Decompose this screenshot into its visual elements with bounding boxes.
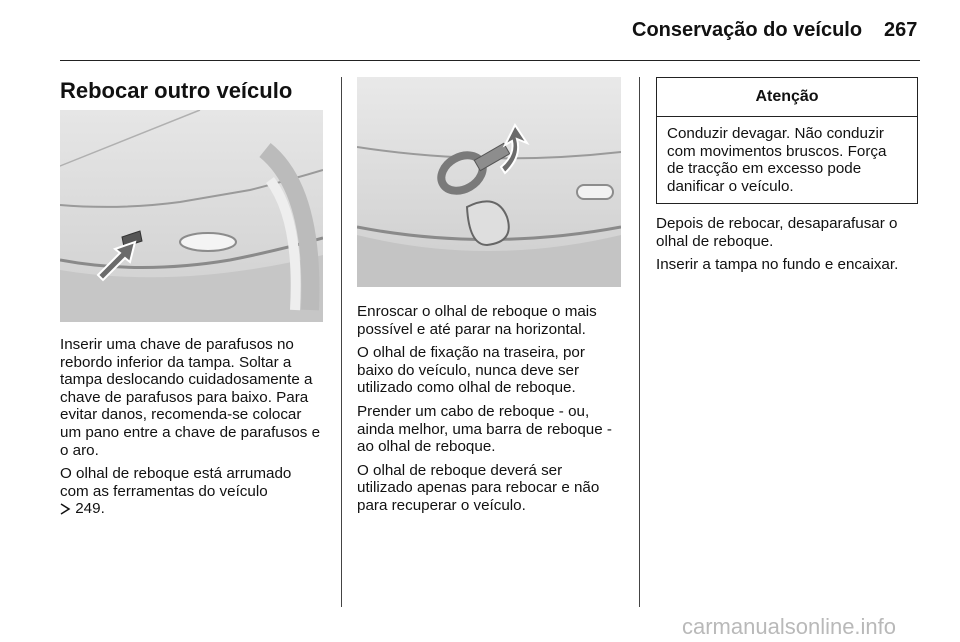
column-divider-2 [639,77,640,607]
section-title: Rebocar outro veículo [60,78,293,103]
header-rule [60,60,920,61]
paragraph-usage: O olhal de reboque deverá ser utilizado apenas para rebocar e não para recuperar o veículo. [357,461,600,514]
paragraph-screw-in: Enroscar o olhal de reboque o mais possível e até parar na horizontal. [357,303,597,338]
column-divider-1 [341,77,342,607]
column-3 [656,215,918,280]
page-reference[interactable] [60,500,105,518]
watermark: carmanualsonline.info [682,614,897,639]
page-reference-number: 249. [75,500,105,518]
paragraph-insert-cover: Inserir a tampa no fundo e encaixar. [656,256,899,274]
header-title: Conservação do veículo [632,19,863,41]
warning-box [656,77,918,204]
tow-eye-drawing [357,77,621,287]
paragraph-unscrew: Depois de rebocar, desaparafusar o olhal de reboque. [656,215,898,250]
bumper-cover-illustration [60,110,323,322]
page-number: 267 [884,19,918,41]
paragraph-screwdriver: Inserir uma chave de parafusos no rebordo inferior da tampa. Soltar a tampa deslocando cuidadosamente a chave de parafusos para baixo. Para evitar danos, recomenda-se colocar um pano entre a chave de parafusos e o aro. [60,336,321,459]
tow-eye-storage-text: O olhal de reboque está arrumado com as ferramentas do veículo [60,465,292,500]
column-2 [357,303,621,521]
warning-title: Atenção [657,78,917,117]
page-reference-arrow-icon [60,503,71,515]
tow-eye-illustration [357,77,621,287]
paragraph-tow-eye-storage [60,465,324,520]
column-1 [60,336,324,526]
paragraph-rear-eye: O olhal de fixação na traseira, por baixo do veículo, nunca deve ser utilizado como olhal de reboque. [357,344,585,397]
bumper-cover-drawing [60,110,323,322]
warning-text: Conduzir devagar. Não conduzir com movimentos bruscos. Força de tracção em excesso pode danificar o veículo. [667,125,887,195]
paragraph-attach-rope: Prender um cabo de reboque - ou, ainda melhor, uma barra de reboque - ao olhal de reboque. [357,402,612,456]
